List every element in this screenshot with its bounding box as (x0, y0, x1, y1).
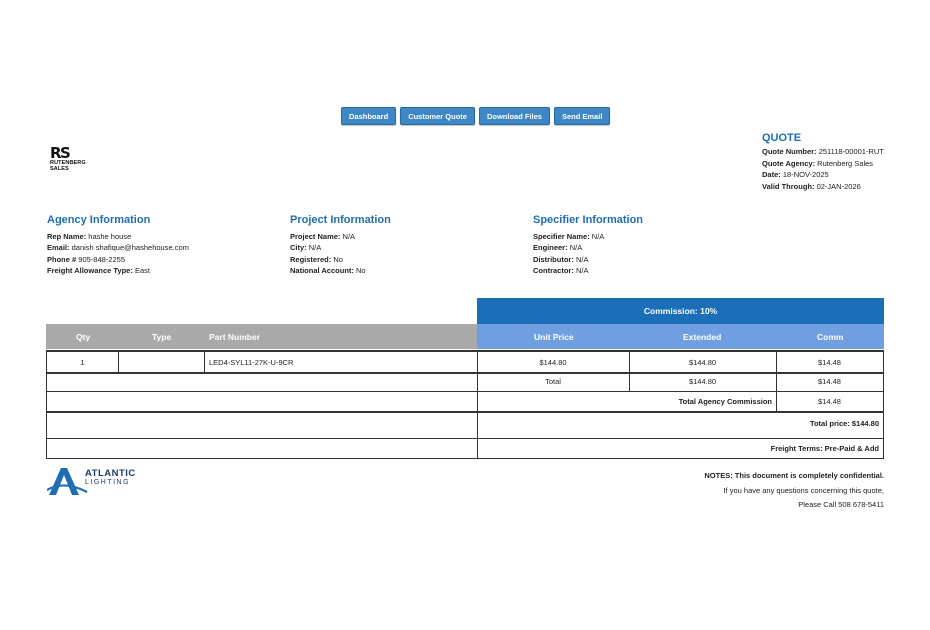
quote-title: QUOTE (762, 132, 802, 144)
total-row (46, 372, 884, 392)
row-type (118, 352, 204, 372)
engineer-line: Engineer: N/A (533, 243, 583, 253)
registered-line: Registered: No (290, 254, 343, 264)
comm-header: Comm (817, 331, 844, 342)
quote-valid-line: Valid Through: 02-JAN-2026 (762, 181, 861, 191)
quote-summary (762, 133, 884, 192)
table-row (46, 350, 884, 374)
quote-date-line: Date: 18-NOV-2025 (762, 170, 829, 180)
city-line: City: N/A (290, 243, 322, 253)
send-email-button[interactable]: Send Email (554, 107, 610, 125)
agency-commission-label: Total Agency Commission (678, 397, 772, 406)
footer-notes (704, 469, 884, 513)
extended-header: Extended (683, 331, 722, 342)
download-files-button[interactable]: Download Files (479, 107, 550, 125)
freight-terms: Freight Terms: Pre-Paid & Add (770, 444, 879, 453)
type-header: Type (152, 331, 172, 342)
quote-valid: 02-JAN-2026 (816, 181, 861, 191)
row-unit-price: $144.80 (539, 357, 567, 367)
agency-information (47, 215, 189, 277)
total-price-row (46, 413, 884, 439)
contractor-line: Contractor: N/A (533, 266, 589, 276)
quote-agency-line: Quote Agency: Rutenberg Sales (762, 158, 874, 168)
freight-terms-row (46, 439, 884, 459)
commission-header: Commission: 10% (477, 298, 884, 324)
questions-note: If you have any questions concerning this quote, (723, 485, 884, 495)
project-name-line: Project Name: N/A (290, 231, 356, 241)
total-price: Total price: $144.80 (809, 419, 879, 428)
total-extended: $144.80 (688, 377, 717, 386)
national-line: National Account: No (290, 266, 366, 276)
total-comm: $14.48 (818, 377, 841, 386)
agency-commission-value: $14.48 (818, 397, 841, 406)
logo-mark: RS (50, 144, 70, 162)
brand-bottom: LIGHTING (85, 479, 131, 486)
row-comm: $14.48 (818, 357, 841, 367)
freight-line: Freight Allowance Type: East (47, 266, 150, 276)
row-extended: $144.80 (688, 357, 717, 367)
call-note: Please Call 508 678-5411 (798, 500, 884, 509)
project-title: Project Information (290, 214, 391, 226)
specifier-name-line: Specifier Name: N/A (533, 231, 605, 241)
part-number-header: Part Number (209, 331, 261, 342)
rep-line: Rep Name: hashe house (47, 231, 132, 241)
agency-commission-row (46, 392, 884, 413)
customer-quote-button[interactable]: Customer Quote (400, 107, 475, 125)
agency-title: Agency Information (47, 214, 151, 226)
confidential-note: NOTES: This document is completely confidential. (704, 471, 884, 480)
quote-agency: Rutenberg Sales (817, 158, 874, 168)
dashboard-button[interactable]: Dashboard (341, 107, 396, 125)
email-line: Email: danish shafique@hashehouse.com (47, 243, 189, 253)
phone-line: Phone # 905-848-2255 (47, 254, 125, 264)
quote-number-line: Quote Number: 251118-00001-RUT (762, 147, 884, 157)
quote-number: 251118-00001-RUT (818, 147, 884, 157)
specifier-information (533, 215, 643, 277)
row-qty: 1 (80, 357, 85, 367)
row-part-number: LED4-SYL11-27K-U-9CR (209, 357, 294, 367)
rutenberg-logo (50, 146, 102, 172)
quote-date: 18-NOV-2025 (782, 170, 829, 180)
atlantic-lighting-logo (47, 466, 142, 501)
qty-header: Qty (76, 331, 91, 342)
logo-name: RUTENBERG SALES (50, 160, 86, 172)
table-header (46, 324, 884, 349)
brand-top: ATLANTIC (85, 468, 136, 479)
distributor-line: Distributor: N/A (533, 254, 589, 264)
project-information (290, 215, 391, 277)
total-label: Total (545, 377, 561, 386)
specifier-title: Specifier Information (533, 214, 644, 226)
unit-price-header: Unit Price (534, 331, 574, 342)
toolbar (341, 107, 610, 125)
